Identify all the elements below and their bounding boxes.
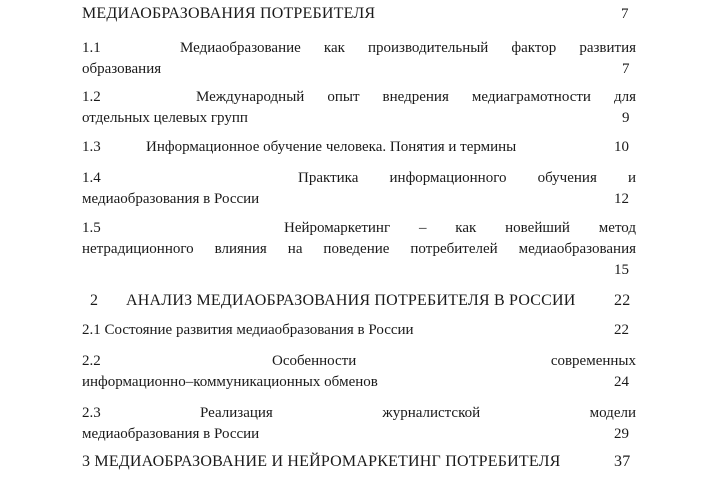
toc-entry-number: 1.4 xyxy=(82,170,101,186)
toc-entry-title: Информационное обучение человека. Понятия и термины xyxy=(146,139,517,155)
toc-page-number: 7 xyxy=(621,6,629,22)
toc-page-number: 22 xyxy=(614,322,629,338)
toc-entry-title: 2.1 Состояние развития медиаобразования в России xyxy=(82,322,414,338)
toc-entry-number: 2.2 xyxy=(82,353,101,369)
toc-page-number: 10 xyxy=(614,139,629,155)
toc-heading-3: 3 МЕДИАОБРАЗОВАНИЕ И НЕЙРОМАРКЕТИНГ ПОТРЕБИТЕЛЯ xyxy=(82,453,561,470)
toc-entry-number: 1.3 xyxy=(82,139,101,155)
toc-page-number: 37 xyxy=(614,453,631,470)
toc-entry-number: 1.1 xyxy=(82,40,101,56)
toc-entry-number: 1.2 xyxy=(82,89,101,105)
toc-entry-number: 1.5 xyxy=(82,220,101,236)
toc-entry-title: Практика информационного обучения и xyxy=(298,170,636,186)
toc-page-number: 12 xyxy=(614,191,629,207)
toc-entry-title-cont: медиаобразования в России xyxy=(82,191,260,207)
toc-entry-title: Особенности современных xyxy=(272,353,636,369)
toc-page-number: 29 xyxy=(614,426,629,442)
toc-entry-title: Реализация журналистской модели xyxy=(200,405,636,421)
toc-entry-title-cont: нетрадиционного влияния на поведение потребителей медиаобразования xyxy=(82,241,636,257)
toc-entry-number: 2 xyxy=(90,292,99,309)
toc-entry-number: 2.3 xyxy=(82,405,101,421)
toc-entry-title: Медиаобразование как производительный фактор развития xyxy=(180,40,636,56)
toc-page-number: 9 xyxy=(622,110,630,126)
toc-page-number: 15 xyxy=(614,262,629,278)
toc-heading-1-tail: МЕДИАОБРАЗОВАНИЯ ПОТРЕБИТЕЛЯ xyxy=(82,5,376,22)
toc-page-number: 7 xyxy=(622,61,630,77)
toc-entry-title-cont: отдельных целевых групп xyxy=(82,110,248,126)
toc-entry-title: Международный опыт внедрения медиаграмотности для xyxy=(196,89,636,105)
toc-entry-title: Нейромаркетинг – как новейший метод xyxy=(284,220,636,236)
toc-entry-title-cont: информационно–коммуникационных обменов xyxy=(82,374,378,390)
toc-page-number: 24 xyxy=(614,374,629,390)
toc-page-number: 22 xyxy=(614,292,631,309)
toc-heading-2: АНАЛИЗ МЕДИАОБРАЗОВАНИЯ ПОТРЕБИТЕЛЯ В РОССИИ xyxy=(126,292,576,309)
toc-entry-title-cont: медиаобразования в России xyxy=(82,426,260,442)
toc-entry-title-cont: образования xyxy=(82,61,162,77)
